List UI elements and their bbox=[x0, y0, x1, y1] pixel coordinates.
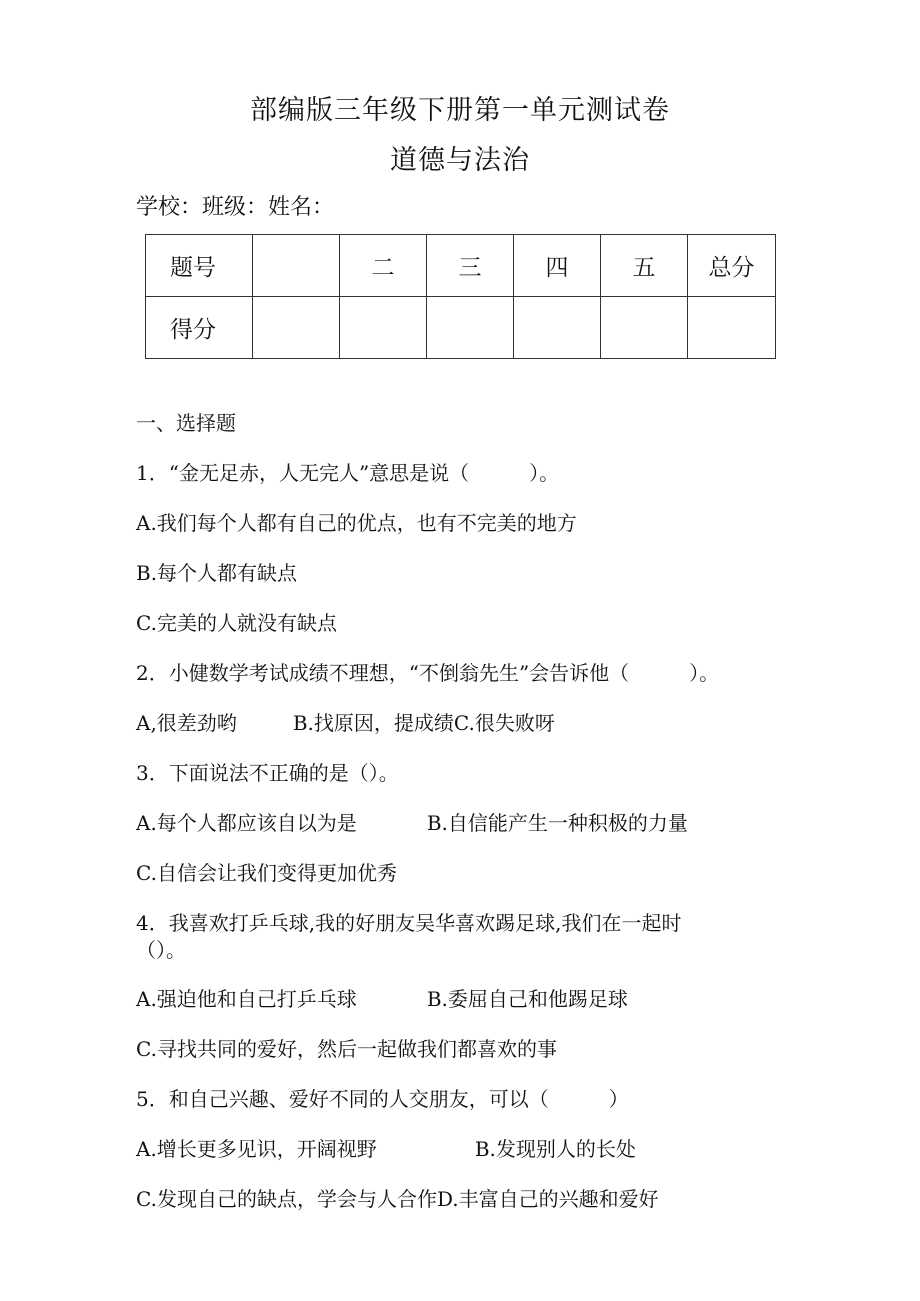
question-5-option-a: A.增长更多见识，开阔视野 bbox=[136, 1137, 377, 1161]
score-table-cell: 四 bbox=[514, 235, 601, 297]
question-4-options bbox=[136, 986, 628, 1012]
question-5-stem: 5．和自己兴趣、爱好不同的人交朋友，可以（ ） bbox=[136, 1087, 629, 1111]
score-table-cell: 题号 bbox=[146, 235, 253, 297]
question-5-option-d: D.丰富自己的兴趣和爱好 bbox=[436, 1187, 659, 1211]
exam-title: 部编版三年级下册第一单元测试卷 bbox=[250, 95, 670, 126]
score-table-cell bbox=[340, 297, 427, 359]
question-2-option-a: A,很差劲哟 bbox=[136, 711, 237, 735]
score-table-cell bbox=[427, 297, 514, 359]
score-table-score-row bbox=[146, 297, 776, 359]
section-heading: 一、选择题 bbox=[136, 411, 236, 435]
question-5-option-c: C.发现自己的缺点，学会与人合作 bbox=[136, 1187, 437, 1211]
question-4-option-a: A.强迫他和自己打乒乓球 bbox=[136, 987, 357, 1011]
score-table-cell bbox=[688, 297, 776, 359]
question-5-options-ab bbox=[136, 1136, 636, 1162]
score-table-cell: 总分 bbox=[688, 235, 776, 297]
question-3-option-a: A.每个人都应该自以为是 bbox=[136, 811, 357, 835]
question-1-option-c: C.完美的人就没有缺点 bbox=[136, 611, 337, 635]
score-table-cell: 得分 bbox=[146, 297, 253, 359]
question-2-options bbox=[136, 710, 555, 736]
question-3-option-c: C.自信会让我们变得更加优秀 bbox=[136, 861, 397, 885]
score-table-cell: 三 bbox=[427, 235, 514, 297]
question-2-stem: 2．小健数学考试成绩不理想，“不倒翁先生”会告诉他（ ）。 bbox=[136, 661, 720, 685]
score-table-cell bbox=[253, 235, 340, 297]
question-2-option-b: B.找原因，提成绩 bbox=[292, 711, 454, 735]
question-4-option-c: C.寻找共同的爱好，然后一起做我们都喜欢的事 bbox=[136, 1037, 557, 1061]
score-table-header-row bbox=[146, 235, 776, 297]
score-table-cell: 二 bbox=[340, 235, 427, 297]
score-table-cell bbox=[253, 297, 340, 359]
question-4-stem-line2: （）。 bbox=[136, 938, 186, 962]
question-5-option-b: B.发现别人的长处 bbox=[474, 1137, 636, 1161]
score-table-cell bbox=[601, 297, 688, 359]
question-1-stem: 1．“金无足赤，人无完人”意思是说（ ）。 bbox=[136, 461, 560, 485]
score-table-cell bbox=[514, 297, 601, 359]
question-4-option-b: B.委屈自己和他踢足球 bbox=[426, 987, 628, 1011]
question-1-option-a: A.我们每个人都有自己的优点，也有不完美的地方 bbox=[136, 511, 577, 535]
student-info-line: 学校：班级：姓名： bbox=[136, 195, 335, 220]
score-table-cell: 五 bbox=[601, 235, 688, 297]
score-table bbox=[145, 234, 776, 359]
exam-subject: 道德与法治 bbox=[390, 145, 530, 176]
question-4-stem-line1: 4．我喜欢打乒乓球,我的好朋友吴华喜欢踢足球,我们在一起时 bbox=[136, 911, 682, 935]
question-3-option-b: B.自信能产生一种积极的力量 bbox=[426, 811, 688, 835]
question-3-stem: 3．下面说法不正确的是（）。 bbox=[136, 761, 399, 785]
question-3-options bbox=[136, 810, 688, 836]
question-5-options-cd bbox=[136, 1186, 659, 1212]
question-1-option-b: B.每个人都有缺点 bbox=[136, 561, 298, 585]
question-2-option-c: C.很失败呀 bbox=[453, 711, 555, 735]
